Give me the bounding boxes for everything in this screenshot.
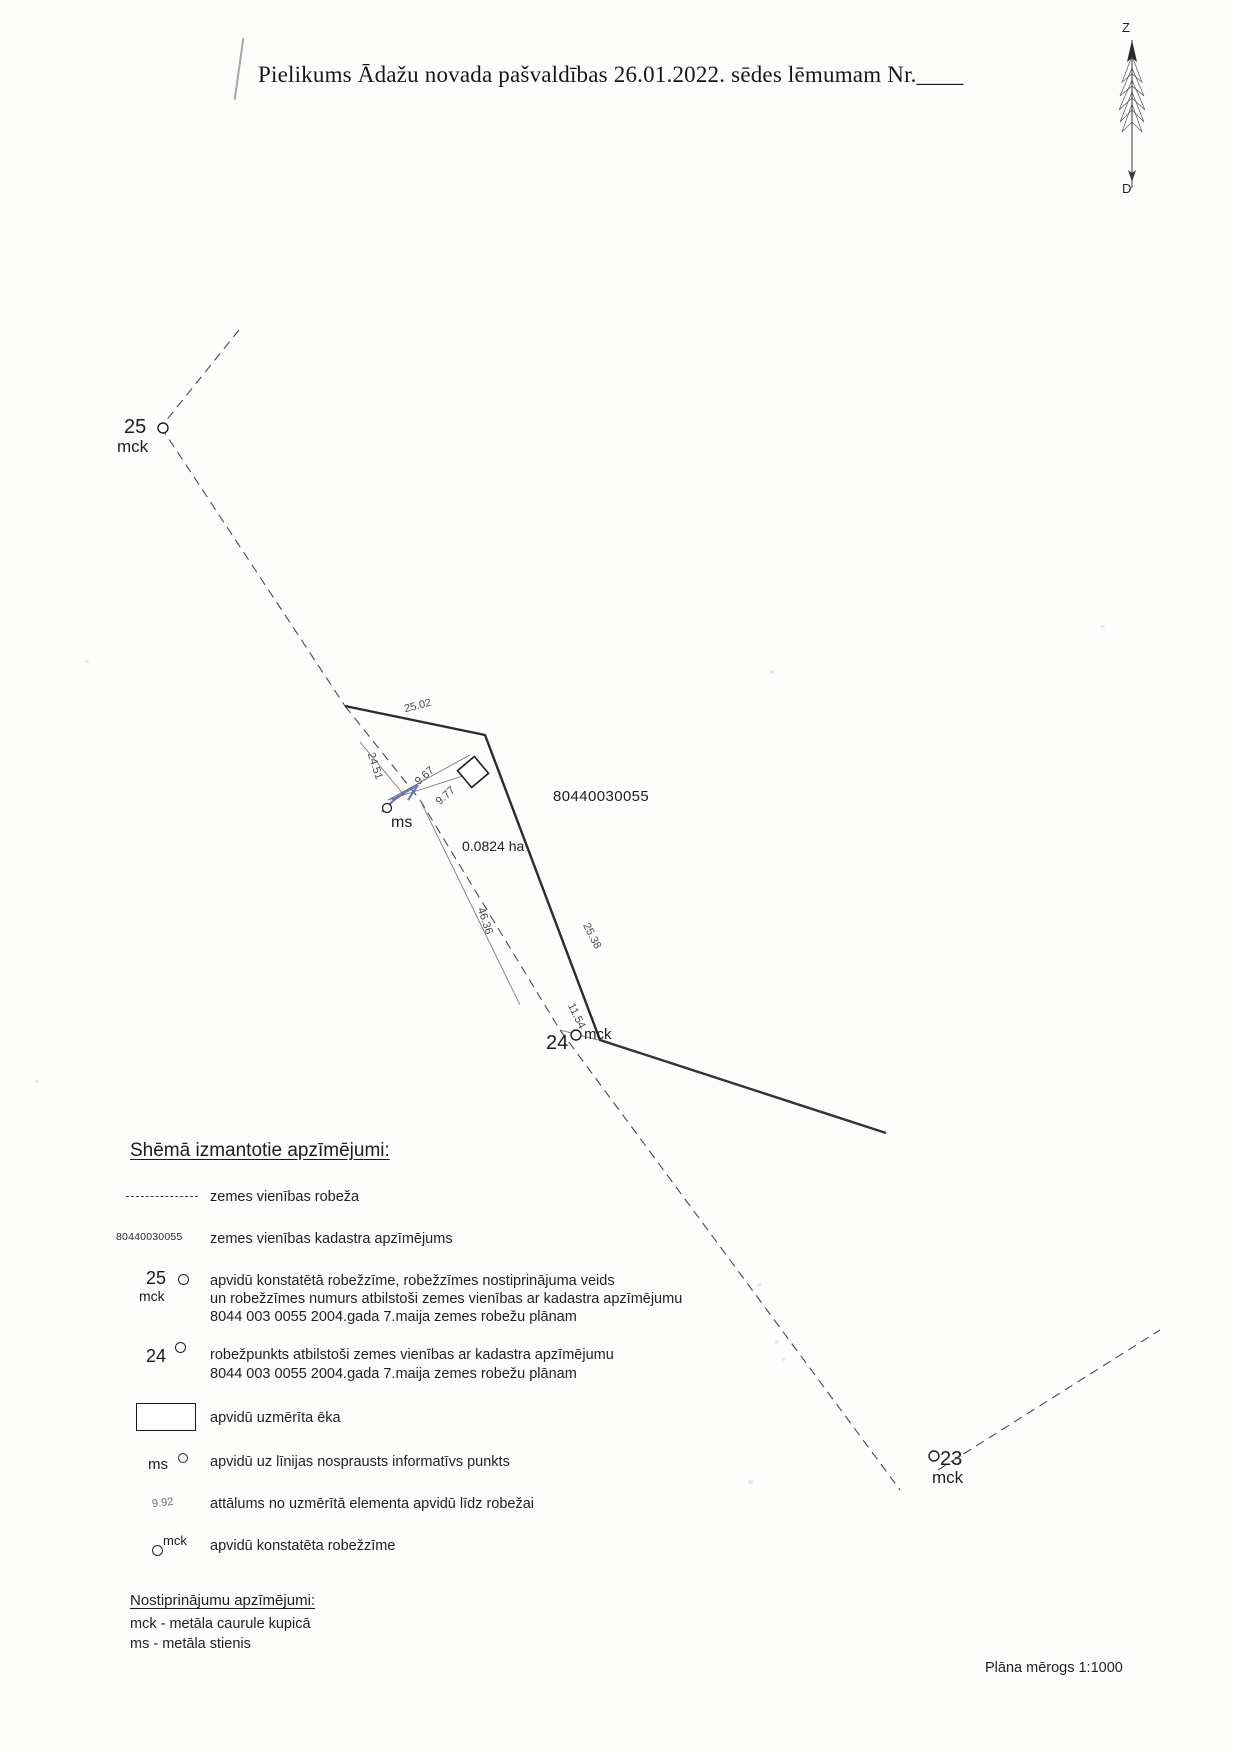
circle-icon: [152, 1545, 163, 1556]
map-cadastre-designation: 80440030055: [553, 788, 650, 805]
dimension-9-77: 9.77: [433, 784, 458, 808]
legend-line: zemes vienības kadastra apzīmējums: [210, 1231, 453, 1247]
legend-row-informative-point: [130, 1449, 890, 1475]
scale-note: Plāna mērogs 1:1000: [985, 1660, 1123, 1676]
legend-line: 8044 003 0055 2004.gada 7.maija zemes robežu plānam: [210, 1309, 577, 1326]
legend-title: Shēmā izmantotie apzīmējumi:: [130, 1140, 390, 1161]
circle-icon: [178, 1453, 188, 1463]
map-point-23-number: 23: [940, 1448, 963, 1470]
fastening-line: ms - metāla stienis: [130, 1635, 251, 1652]
map-area-label: 0.0824 ha: [462, 838, 525, 854]
legend-text: [210, 1342, 614, 1382]
informative-point-icon: [130, 1449, 210, 1475]
legend-text: [210, 1226, 453, 1248]
legend-text: [210, 1491, 534, 1513]
distance-value-icon: [130, 1491, 210, 1517]
parcel-outline-thin: [600, 1040, 886, 1133]
legend-text: [210, 1268, 682, 1326]
legend-line: apvidū konstatētā robežzīme, robežzīmes nostiprinājuma veids: [210, 1273, 615, 1289]
legend-row-boundary-mark-mck: [130, 1533, 890, 1559]
dimension-25-38: 25.38: [580, 921, 604, 951]
legend-symbol-text: mck: [163, 1532, 187, 1548]
fastening-line: mck - metāla caurule kupicā: [130, 1616, 311, 1632]
legend-text: [210, 1403, 341, 1427]
map-point-25-type: mck: [117, 437, 149, 456]
legend-text: [210, 1533, 395, 1555]
legend-line: apvidū konstatēta robežzīme: [210, 1537, 396, 1554]
legend: [116, 1140, 890, 1575]
legend-line: un robežzīmes numurs atbilstoši zemes vienības ar kadastra apzīmējumu: [210, 1291, 683, 1308]
legend-symbol-type: mck: [139, 1288, 165, 1304]
fastening-title: Nostiprinājumu apzīmējumi:: [130, 1592, 316, 1609]
legend-symbol-number: 25: [146, 1268, 167, 1288]
legend-line: apvidū uzmērīta ēka: [210, 1409, 341, 1426]
page-title: Pielikums Ādažu novada pašvaldības 26.01.2022. sēdes lēmumam Nr.____: [258, 62, 964, 87]
scan-speck: [770, 670, 774, 674]
north-label: Z: [1122, 20, 1130, 35]
legend-row-distance: [130, 1491, 890, 1517]
point-marker-25: [158, 423, 168, 433]
dimension-24-51: 24.51: [364, 751, 385, 781]
dimension-46-36: 46.36: [474, 906, 495, 936]
dimension-lines: [360, 742, 598, 1040]
cadastre-number-icon: [116, 1226, 210, 1252]
dashed-line-icon: [130, 1184, 210, 1210]
legend-line: apvidū uz līnijas nosprausts informatīvs punkts: [210, 1453, 510, 1470]
south-label: D: [1122, 181, 1132, 196]
legend-symbol-text: 80440030055: [116, 1231, 183, 1243]
circle-icon: [178, 1274, 189, 1285]
scan-speck: [85, 660, 89, 663]
legend-line: attālums no uzmērītā elementa apvidū līdz robežai: [210, 1495, 535, 1512]
fastening-notes: [130, 1592, 315, 1654]
legend-line: robežpunkts atbilstoši zemes vienības ar kadastra apzīmējumu: [210, 1347, 614, 1364]
scan-speck: [757, 1283, 762, 1286]
map-point-25-number: 25: [124, 416, 147, 438]
scan-speck: [748, 1480, 753, 1484]
map-point-23-type: mck: [932, 1468, 964, 1487]
map-point-ms-label: ms: [391, 814, 413, 831]
point-marker-24: [571, 1030, 581, 1040]
legend-row-boundary-line: [130, 1184, 890, 1210]
legend-symbol-number: 24: [146, 1346, 167, 1367]
dimension-11-54: 11.54: [565, 1001, 588, 1031]
point-marker-23: [929, 1451, 939, 1461]
dimension-9-67: 9.67: [412, 764, 437, 788]
boundary-point-icon: [130, 1342, 210, 1368]
scan-speck: [1100, 625, 1105, 628]
legend-text: [210, 1449, 510, 1471]
boundary-mark-mck-icon: [130, 1533, 210, 1559]
scan-speck: [782, 1358, 785, 1361]
legend-line: 8044 003 0055 2004.gada 7.maija zemes robežu plānam: [210, 1365, 577, 1382]
map-point-24-number: 24: [546, 1032, 569, 1054]
boundary-mark-icon: [130, 1268, 210, 1304]
legend-line: zemes vienības robeža: [210, 1189, 360, 1205]
dimension-25-02: 25.02: [402, 696, 433, 716]
legend-row-cadastre-number: [116, 1226, 890, 1252]
scan-speck: [775, 1340, 779, 1344]
legend-symbol-text: 9.92: [151, 1495, 174, 1510]
legend-row-boundary-point-24: [130, 1342, 890, 1382]
scan-speck: [35, 1080, 38, 1083]
building-icon: [130, 1403, 210, 1429]
circle-icon: [175, 1342, 186, 1353]
legend-row-building: [130, 1403, 890, 1429]
point-marker-ms: [383, 804, 392, 813]
legend-row-boundary-mark-25: [130, 1268, 890, 1326]
building-footprint: [458, 757, 489, 788]
legend-symbol-text: ms: [148, 1455, 168, 1473]
map-point-24-type: mck: [584, 1026, 612, 1043]
legend-text: [210, 1184, 359, 1206]
